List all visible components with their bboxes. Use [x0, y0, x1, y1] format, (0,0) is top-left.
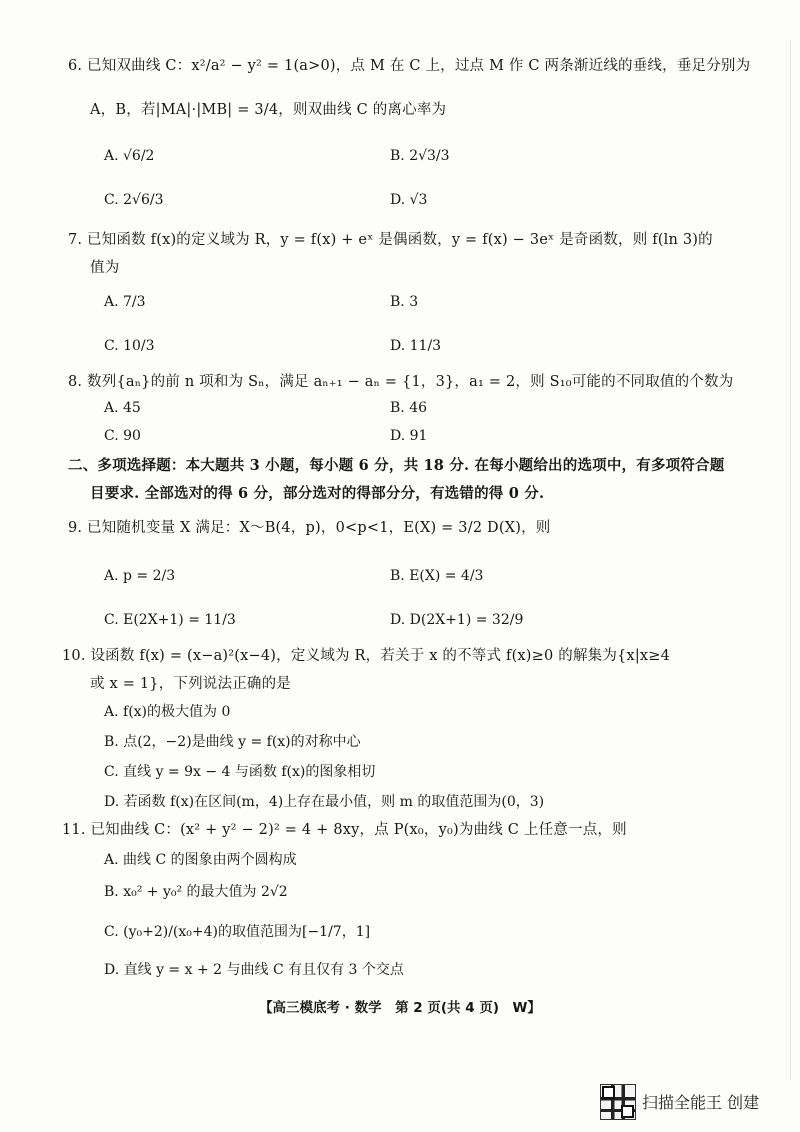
q10-option-d: D. 若函数 f(x)在区间(m，4)上存在最小值，则 m 的取值范围为(0，3) — [104, 794, 545, 810]
q9-option-a: A. p = 2/3 — [104, 568, 176, 584]
q9-stem-line1: 9. 已知随机变量 X 满足：X～B(4，p)，0<p<1，E(X) = 3/2 D(X)，则 — [68, 520, 551, 536]
q7-stem-line1: 7. 已知函数 f(x)的定义域为 R，y = f(x) + eˣ 是偶函数，y = f(x) − 3eˣ 是奇函数，则 f(ln 3)的 — [68, 232, 713, 248]
q10-stem-line1: 10. 设函数 f(x) = (x−a)²(x−4)，定义域为 R，若关于 x 的不等式 f(x)≥0 的解集为{x|x≥4 — [62, 648, 671, 664]
q11-stem-line1: 11. 已知曲线 C：(x² + y² − 2)² = 4 + 8xy，点 P(x₀，y₀)为曲线 C 上任意一点，则 — [62, 822, 627, 838]
qr-code-icon — [600, 1084, 636, 1120]
q11-option-a: A. 曲线 C 的图象由两个圆构成 — [104, 852, 297, 868]
q11-option-c: C. (y₀+2)/(x₀+4)的取值范围为[−1/7，1] — [104, 924, 371, 940]
q7-option-d: D. 11/3 — [390, 338, 442, 354]
q7-option-a: A. 7/3 — [104, 294, 146, 310]
q9-option-d: D. D(2X+1) = 32/9 — [390, 612, 524, 628]
q9-option-c: C. E(2X+1) = 11/3 — [104, 612, 236, 628]
q10-option-a: A. f(x)的极大值为 0 — [104, 704, 231, 720]
q8-stem-line1: 8. 数列{aₙ}的前 n 项和为 Sₙ，满足 aₙ₊₁ − aₙ = {1，3}，a₁ = 2，则 S₁₀可能的不同取值的个数为 — [68, 374, 734, 390]
q11-option-b: B. x₀² + y₀² 的最大值为 2√2 — [104, 884, 288, 900]
q10-stem-line2: 或 x = 1}，下列说法正确的是 — [90, 676, 292, 692]
q6-option-c: C. 2√6/3 — [104, 192, 164, 208]
q7-option-c: C. 10/3 — [104, 338, 155, 354]
page-footer: 【高三模底考 · 数学 第 2 页(共 4 页) W】 — [259, 1000, 541, 1016]
q6-option-a: A. √6/2 — [104, 148, 155, 164]
q8-option-a: A. 45 — [104, 400, 141, 416]
q10-option-b: B. 点(2，−2)是曲线 y = f(x)的对称中心 — [104, 734, 361, 750]
q7-option-b: B. 3 — [390, 294, 419, 310]
q8-option-c: C. 90 — [104, 428, 141, 444]
q6-stem-line1: 6. 已知双曲线 C：x²/a² − y² = 1(a>0)，点 M 在 C 上，过点 M 作 C 两条渐近线的垂线，垂足分别为 — [68, 58, 751, 74]
q8-option-d: D. 91 — [390, 428, 428, 444]
q10-option-c: C. 直线 y = 9x − 4 与函数 f(x)的图象相切 — [104, 764, 376, 780]
q6-option-b: B. 2√3/3 — [390, 148, 450, 164]
section2-heading-line1: 二、多项选择题：本大题共 3 小题，每小题 6 分，共 18 分. 在每小题给出的选项中，有多项符合题 — [68, 457, 725, 474]
q6-option-d: D. √3 — [390, 192, 428, 208]
scan-edge-line — [790, 40, 791, 1080]
q11-option-d: D. 直线 y = x + 2 与曲线 C 有且仅有 3 个交点 — [104, 962, 404, 978]
q7-stem-line2: 值为 — [90, 260, 120, 276]
scanner-watermark: 扫描全能王 创建 — [642, 1093, 760, 1112]
section2-heading-line2: 目要求. 全部选对的得 6 分，部分选对的得部分分，有选错的得 0 分. — [90, 485, 545, 502]
q8-option-b: B. 46 — [390, 400, 428, 416]
q6-stem-line2: A，B，若|MA|·|MB| = 3/4，则双曲线 C 的离心率为 — [90, 102, 447, 118]
q9-option-b: B. E(X) = 4/3 — [390, 568, 484, 584]
